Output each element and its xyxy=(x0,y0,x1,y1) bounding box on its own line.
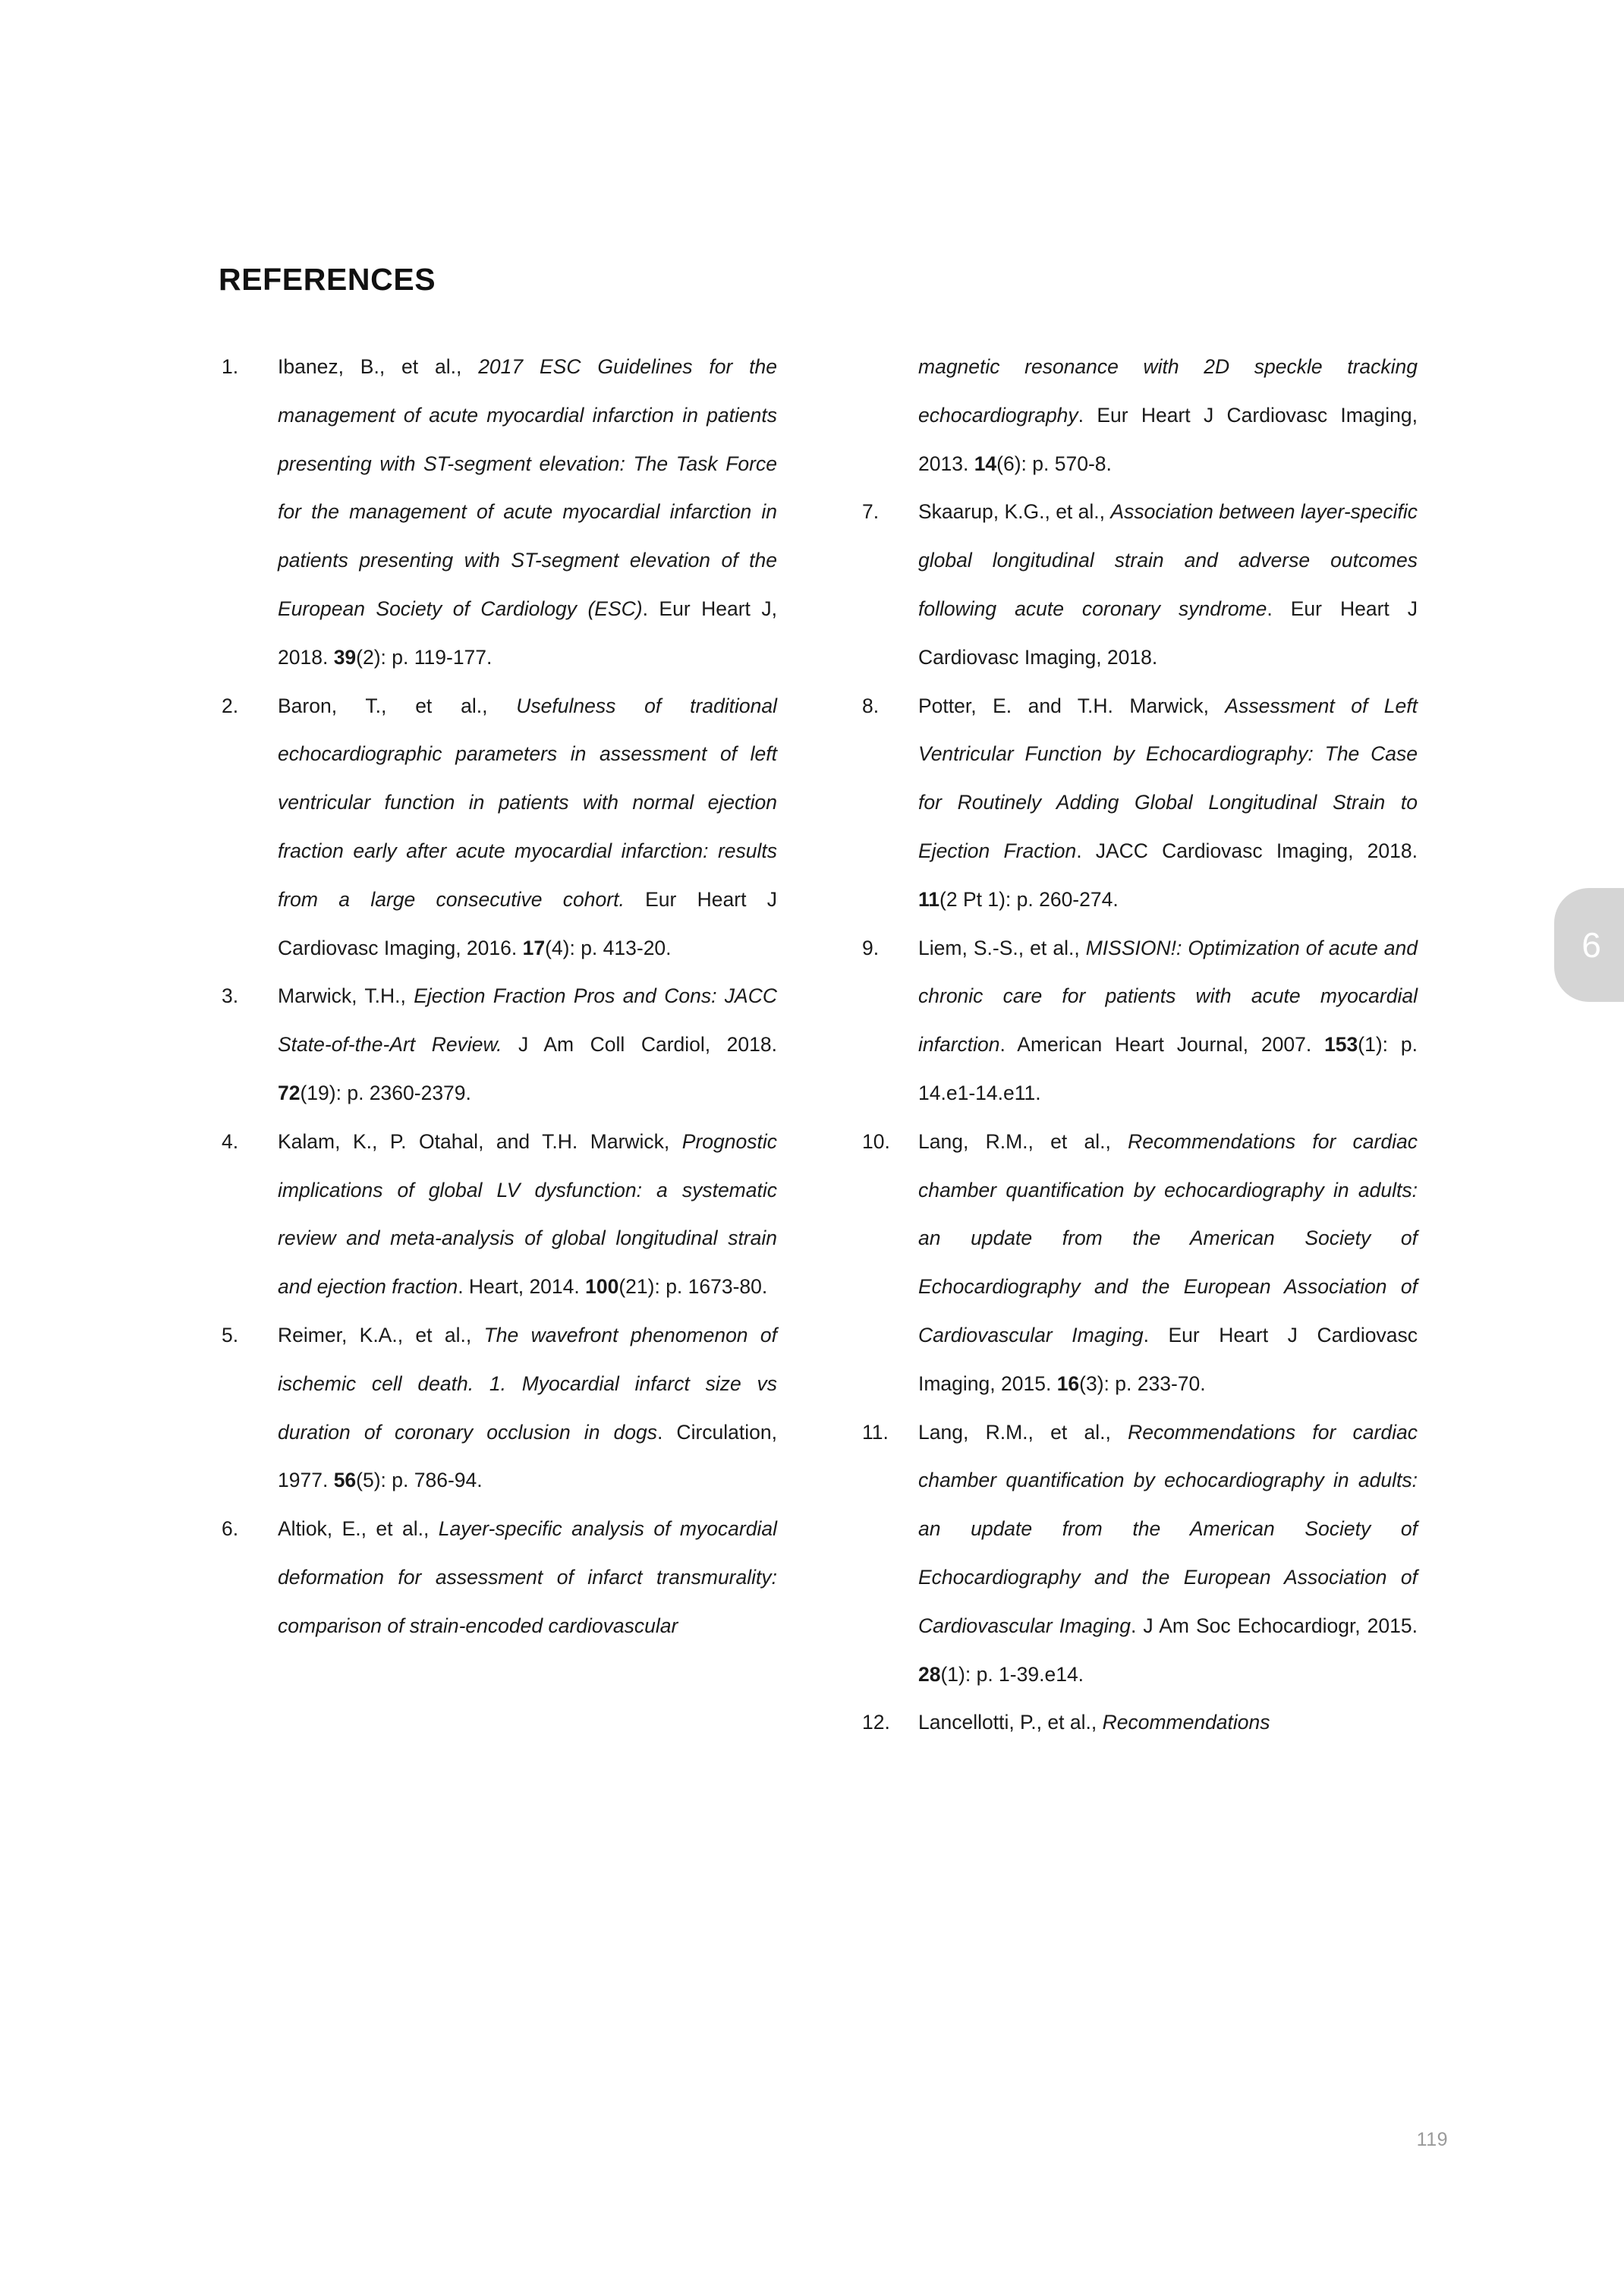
reference-item xyxy=(859,1118,1418,1409)
reference-item xyxy=(219,343,777,682)
reference-number: 7. xyxy=(862,500,880,524)
reference-column-left xyxy=(219,343,777,1747)
reference-item xyxy=(859,924,1418,1118)
reference-text: Kalam, K., P. Otahal, and T.H. Marwick, Prognostic implications of global LV dysfunction: a systematic review and meta-analysis of global longitudinal strain and ejection fraction. Heart, 2014. 100(21): p. 1673-80. xyxy=(278,1129,777,1299)
reference-number: 1. xyxy=(222,355,239,378)
reference-item xyxy=(859,488,1418,682)
reference-item xyxy=(219,972,777,1117)
reference-item xyxy=(859,1699,1418,1747)
reference-text: Liem, S.-S., et al., MISSION!: Optimization of acute and chronic care for patients with acute myocardial infarction. American Heart Journal, 2007. 153(1): p. 14.e1-14.e11. xyxy=(918,936,1418,1104)
reference-text: Altiok, E., et al., Layer-specific analysis of myocardial deformation for assessment of infarct transmurality: comparison of strain-encoded cardiovascular xyxy=(278,1517,777,1637)
reference-item xyxy=(219,1312,777,1505)
reference-item xyxy=(859,343,1418,488)
reference-item xyxy=(859,1409,1418,1699)
reference-text: Lang, R.M., et al., Recommendations for cardiac chamber quantification by echocardiography in adults: an update from the American Society of Echocardiography and the European Association of Cardiovascular Imaging. J Am Soc Echocardiogr, 2015. 28(1): p. 1-39.e14. xyxy=(918,1420,1418,1686)
reference-text: Reimer, K.A., et al., The wavefront phenomenon of ischemic cell death. 1. Myocardial infarct size vs duration of coronary occlusion in dogs. Circulation, 1977. 56(5): p. 786-94. xyxy=(278,1323,777,1492)
reference-number: 5. xyxy=(222,1323,239,1346)
page-number: 119 xyxy=(1416,2129,1448,2150)
reference-number: 12. xyxy=(862,1711,890,1734)
reference-columns xyxy=(219,343,1418,1747)
reference-list-right xyxy=(859,343,1418,1747)
reference-item xyxy=(859,682,1418,924)
chapter-tab xyxy=(1554,888,1624,1002)
reference-number: 9. xyxy=(862,936,880,959)
reference-item xyxy=(219,1118,777,1312)
reference-text: Marwick, T.H., Ejection Fraction Pros and Cons: JACC State-of-the-Art Review. J Am Coll Cardiol, 2018. 72(19): p. 2360-2379. xyxy=(278,984,778,1104)
reference-text: Ibanez, B., et al., 2017 ESC Guidelines for the management of acute myocardial infarction in patients presenting with ST-segment elevation: The Task Force for the management of acute myocardial infarction in patients presenting with ST-segment elevation of the European Society of Cardiology (ESC). Eur Heart J, 2018. 39(2): p. 119-177. xyxy=(278,355,778,669)
reference-item xyxy=(219,1505,777,1650)
reference-column-right xyxy=(859,343,1418,1747)
chapter-tab-label: 6 xyxy=(1582,925,1601,965)
reference-number: 10. xyxy=(862,1129,890,1153)
reference-text: Baron, T., et al., Usefulness of traditional echocardiographic parameters in assessment of left ventricular function in patients with normal ejection fraction early after acute myocardial infarction: results from a large consecutive cohort. Eur Heart J Cardiovasc Imaging, 2016. 17(4): p. 413-20. xyxy=(278,694,777,959)
reference-number: 3. xyxy=(222,984,239,1008)
reference-number: 6. xyxy=(222,1517,239,1541)
reference-number: 2. xyxy=(222,694,239,717)
reference-number: 11. xyxy=(862,1420,889,1444)
reference-number: 8. xyxy=(862,694,880,717)
reference-list-left xyxy=(219,343,777,1651)
reference-text: Potter, E. and T.H. Marwick, Assessment of Left Ventricular Function by Echocardiography: The Case for Routinely Adding Global Longitudinal Strain to Ejection Fraction. JACC Cardiovasc Imaging, 2018. 11(2 Pt 1): p. 260-274. xyxy=(918,694,1418,911)
reference-text: Skaarup, K.G., et al., Association between layer-specific global longitudinal strain and adverse outcomes following acute coronary syndrome. Eur Heart J Cardiovasc Imaging, 2018. xyxy=(918,500,1418,669)
reference-text: Lancellotti, P., et al., Recommendations xyxy=(918,1711,1270,1734)
reference-item xyxy=(219,682,777,973)
reference-text: Lang, R.M., et al., Recommendations for cardiac chamber quantification by echocardiography in adults: an update from the American Society of Echocardiography and the European Association of Cardiovascular Imaging. Eur Heart J Cardiovasc Imaging, 2015. 16(3): p. 233-70. xyxy=(918,1129,1418,1395)
reference-number: 4. xyxy=(222,1129,239,1153)
reference-text: magnetic resonance with 2D speckle tracking echocardiography. Eur Heart J Cardiovasc Imaging, 2013. 14(6): p. 570-8. xyxy=(918,355,1418,475)
page-title: REFERENCES xyxy=(219,262,436,298)
